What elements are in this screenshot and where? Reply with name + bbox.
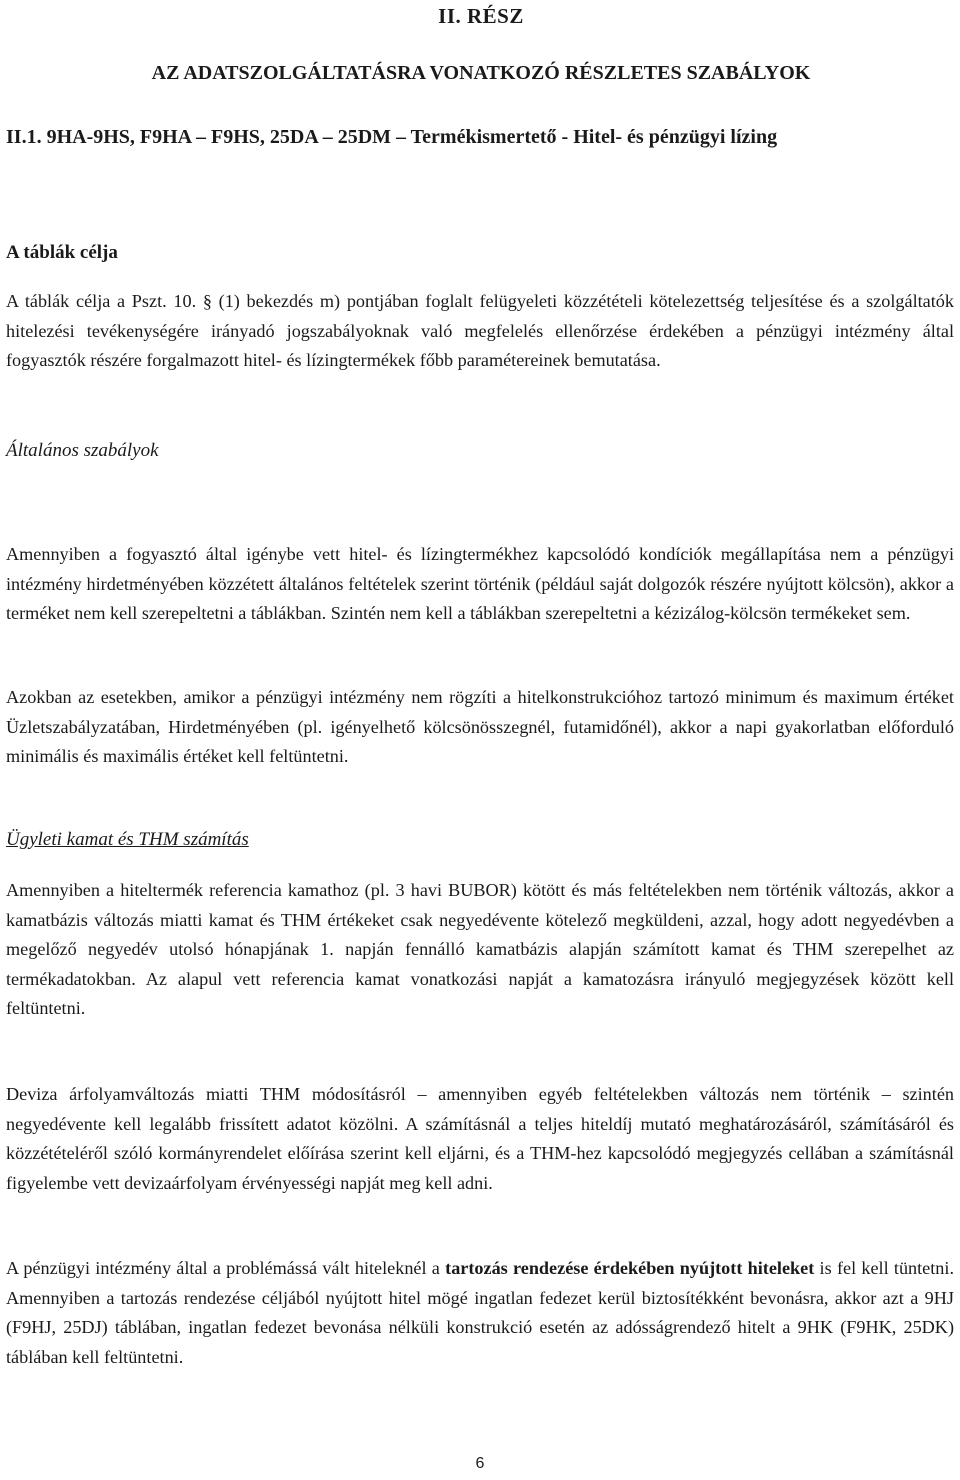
purpose-paragraph: A táblák célja a Pszt. 10. § (1) bekezdés m) pontjában foglalt felügyeleti közzétételi kötelezettség teljesítése és a szolgáltatók hitelezési tevékenységére irányadó jogszabályoknak való megfelelés ellenőrzése érdekében a pénzügyi intézmény által fogyasztók részére forgalmazott hitel- és lízingtermékek főbb paramétereinek bemutatása. — [6, 291, 954, 370]
general-rules-paragraph-2: Azokban az esetekben, amikor a pénzügyi intézmény nem rögzíti a hitelkonstrukcióhoz tartozó minimum és maximum értéket Üzletszabályzatában, Hirdetményében (pl. igényelhető kölcsönösszegnél, futamidőnél), akkor a napi gyakorlatban előforduló minimális és maximális értéket kell feltüntetni. — [6, 687, 954, 766]
general-rules-paragraph-1: Amennyiben a fogyasztó által igénybe vett hitel- és lízingtermékhez kapcsolódó kondíciók megállapítása nem a pénzügyi intézmény hirdetményében közzétett általános feltételek szerint történik (például saját dolgozók részére nyújtott kölcsön), akkor a terméket nem kell szerepeltetni a táblákban. Szintén nem kell a táblákban szerepeltetni a kézizálog-kölcsön termékeket sem. — [6, 544, 954, 623]
interest-paragraph-3-emphasis: tartozás rendezése érdekében nyújtott hiteleket — [445, 1258, 815, 1278]
interest-paragraph-3 — [6, 1254, 954, 1372]
part-title: II. RÉSZ — [438, 4, 524, 28]
purpose-heading: A táblák célja — [6, 242, 118, 263]
page-number: 6 — [475, 1455, 485, 1472]
general-rules-heading: Általános szabályok — [6, 440, 159, 461]
main-title: AZ ADATSZOLGÁLTATÁSRA VONATKOZÓ RÉSZLETES SZABÁLYOK — [151, 62, 811, 84]
interest-paragraph-1: Amennyiben a hiteltermék referencia kamathoz (pl. 3 havi BUBOR) kötött és más feltételekben nem történik változás, akkor a kamatbázis változás miatti kamat és THM értékeket csak negyedévente kötelező megküldeni, azzal, hogy adott negyedévben a megelőző negyedév utolsó hónapjának 1. napján fennálló kamatbázis alapján számított kamat és THM szerepelhet az termékadatokban. Az alapul vett referencia kamat vonatkozási napját a kamatozásra irányuló megjegyzések között kell feltüntetni. — [6, 880, 954, 1018]
interest-paragraph-3-end: is fel kell tüntetni. Amennyiben a tartozás rendezése céljából nyújtott hitel mögé ingatlan fedezet kerül biztosítékként bevonásra, akkor azt a 9HJ (F9HJ, 25DJ) táblában, ingatlan fedezet bevonása nélküli konstrukció esetén az adósságrendező hitelt a 9HK (F9HK, 25DK) táblában kell feltüntetni. — [6, 1258, 955, 1367]
section-title: II.1. 9HA-9HS, F9HA – F9HS, 25DA – 25DM – Termékismertető - Hitel- és pénzügyi lízing — [6, 126, 778, 148]
interest-paragraph-2: Deviza árfolyamváltozás miatti THM módosításról – amennyiben egyéb feltételekben változás nem történik – szintén negyedévente kell legalább frissített adatot közölni. A számításnál a teljes hiteldíj mutató meghatározásáról, számításáról és közzétételéről szóló kormányrendelet előírása szerint kell eljárni, és a THM-hez kapcsolódó megjegyzés cellában a számításnál figyelembe vett devizaárfolyam érvényességi napját meg kell adni. — [6, 1084, 954, 1193]
interest-heading: Ügyleti kamat és THM számítás — [6, 829, 249, 850]
interest-paragraph-3-start: A pénzügyi intézmény által a problémássá vált hiteleknél a — [6, 1258, 446, 1278]
